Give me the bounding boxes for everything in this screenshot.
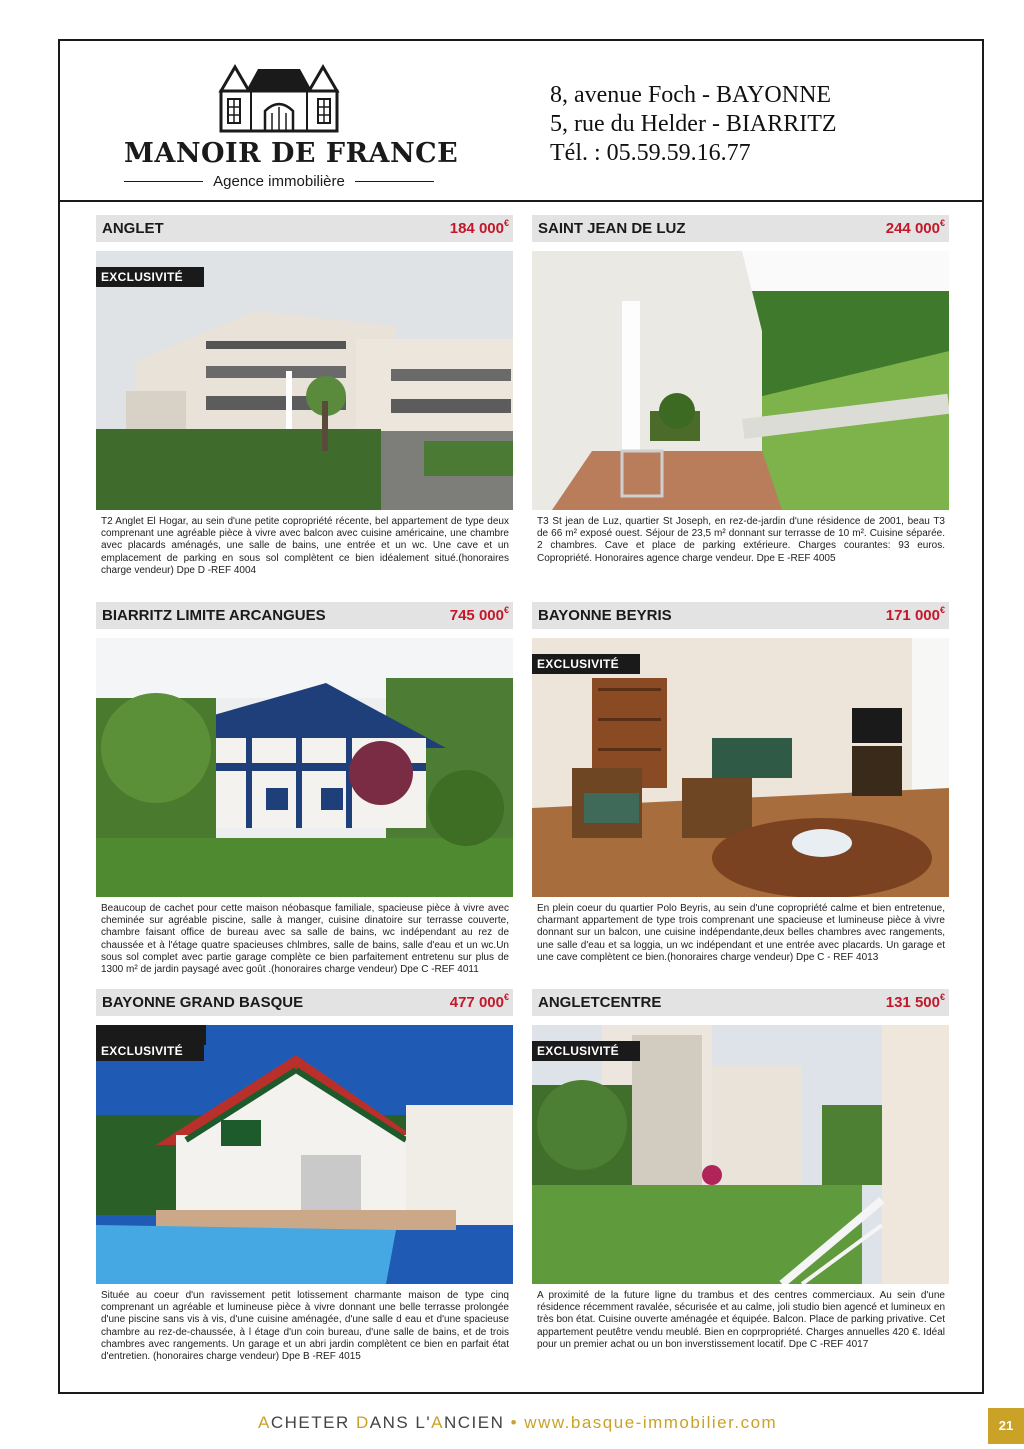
listing-description: A proximité de la future ligne du trambus et des centres commerciaux. Au sein d'une résidence récemment ravalée, sécurisée et au calme, joli studio bien agencé et lumineux en très bon état. Cuisine ouverte aménagée et équipée. Balcon. Place de parking privative. Cet appartement peutêtre vendu meublé. Bien en coprpropriété. Charges annuelles 420 €. Idéal pour un premier achat ou un bon inverstissement locatif. Dpe C -REF 4017 (537, 1290, 945, 1350)
house-with-pool-photo (96, 1025, 513, 1284)
address-biarritz: 5, rue du Helder - BIARRITZ (550, 111, 837, 137)
phone-number[interactable]: Tél. : 05.59.59.16.77 (550, 140, 751, 166)
apartment-building-photo (96, 251, 513, 510)
agency-subtitle-text: Agence immobilière (213, 172, 345, 190)
exclusivity-badge: EXCLUSIVITÉ (532, 654, 640, 674)
listing-description: Beaucoup de cachet pour cette maison néobasque familiale, spacieuse pièce à vivre avec cheminée sur agréable piscine, salle à manger, cuisine dinatoire sur terrasse couverte, chambre faisant office de bureau avec sa salle de bains, wc indépendant au rez de chaussée et à l'étage quatre spacieuses chlmbres, salle de bains, salle d'eau et un wc.Un sous sol complet avec partie garage complète ce bien parfaitement entretenu sur plus de 1300 m² de jardin paysagé avec goût .(honoraires charge vendeur) Dpe C -REF 4011 (101, 903, 509, 976)
listing-title-bar (532, 989, 949, 1016)
listing-price: 171 000€ (885, 605, 945, 624)
listing-photo[interactable] (532, 1025, 949, 1284)
address-bayonne: 8, avenue Foch - BAYONNE (550, 82, 832, 108)
listing-card-saint-jean-de-luz[interactable] (532, 215, 949, 585)
listing-photo[interactable] (96, 1025, 513, 1284)
exclusivity-badge: EXCLUSIVITÉ (96, 267, 204, 287)
page-frame (58, 39, 984, 1394)
page-number: 21 (988, 1408, 1024, 1444)
listing-photo[interactable] (532, 638, 949, 897)
listing-city: BIARRITZ LIMITE ARCANGUES (102, 607, 326, 624)
listing-title-bar (96, 989, 513, 1016)
page-footer (0, 1404, 1024, 1444)
listing-price: 184 000€ (449, 218, 509, 237)
footer-bullet: • (510, 1413, 519, 1432)
listing-title-bar (96, 215, 513, 242)
listing-title-bar (532, 602, 949, 629)
agency-header (60, 41, 982, 202)
listing-card-bayonne-grand-basque[interactable] (96, 989, 513, 1363)
listing-city: BAYONNE GRAND BASQUE (102, 994, 304, 1011)
listing-description: T3 St jean de Luz, quartier St Joseph, en rez-de-jardin d'une résidence de 2001, beau T3 de 66 m² exposé ouest. Séjour de 23,5 m² donnant sur terrasse de 10 m². Cuisine séparée. 2 chambres. Cave et place de parking extérieure. Charges courantes: 93 euros. Copropriété. Honoraires agence charge vendeur. Dpe E -REF 4005 (537, 516, 945, 564)
website-link[interactable]: www.basque-immobilier.com (518, 1413, 778, 1432)
exclusivity-badge: EXCLUSIVITÉ (532, 1041, 640, 1061)
agency-contact (550, 81, 970, 168)
listing-city: ANGLETCENTRE (538, 994, 662, 1011)
listing-description: Située au coeur d'un ravissement petit lotissement charmante maison de type cinq comprenant un agréable et lumineuse pièce à vivre donnant une belle terrasse prolongée d'une piscine sans vis à vis, d'une cuisine aménagée, d'une salle d eau et d'une spacieuse chambre au rez-de-chaussée, à l étage d'un coin bureau, d'une salle de bains, et de trois chambres avec rangements. Un garage et un abri jardin complètent ce bien en parfait état d'entretien. (honoraires charge vendeur) Dpe B -REF 4015 (101, 1290, 509, 1363)
listing-price: 745 000€ (449, 605, 509, 624)
basque-house-photo (96, 638, 513, 897)
listing-city: BAYONNE BEYRIS (538, 607, 672, 624)
listing-card-biarritz-limite-arcangues[interactable] (96, 602, 513, 976)
footer-slogan: ACHETER DANS L'ANCIEN • www.basque-immobilier.com (258, 1413, 778, 1432)
terrace-garden-photo (532, 251, 949, 510)
listing-description: T2 Anglet El Hogar, au sein d'une petite copropriété récente, bel appartement de type deux comprenant une agréable pièce à vivre avec balcon avec cuisine américaine, une chambre avec placards aménagés, une salle de bains, une entrée et un wc. Une cave et un emplacement de parking en sous sol complètent ce bien idéalement situé.(honoraires charge vendeur) Dpe D -REF 4004 (101, 516, 509, 576)
listing-card-anglet-centre[interactable] (532, 989, 949, 1359)
exclusivity-badge: EXCLUSIVITÉ (96, 1041, 204, 1061)
listing-title-bar (532, 215, 949, 242)
divider (124, 181, 203, 182)
listing-title-bar (96, 602, 513, 629)
listing-photo[interactable] (532, 251, 949, 510)
manor-logo-icon (218, 63, 340, 133)
listing-price: 477 000€ (449, 992, 509, 1011)
agency-subtitle (124, 171, 434, 191)
living-room-photo (532, 638, 949, 897)
listing-photo[interactable] (96, 251, 513, 510)
agency-name: MANOIR DE FRANCE (124, 138, 459, 169)
listing-card-bayonne-beyris[interactable] (532, 602, 949, 972)
divider (355, 181, 434, 182)
listing-price: 244 000€ (885, 218, 945, 237)
listing-price: 131 500€ (885, 992, 945, 1011)
listing-photo[interactable] (96, 638, 513, 897)
listing-city: SAINT JEAN DE LUZ (538, 220, 686, 237)
residence-towers-photo (532, 1025, 949, 1284)
listing-description: En plein coeur du quartier Polo Beyris, au sein d'une copropriété calme et bien entretenue, charmant appartement de type trois comprenant une spacieuse et lumineuse pièce à vivre donnant sur un balcon, une cuisine indépendante,deux belles chambres avec rangements, une salle d'eau et sa loggia, un wc indépendant et une entrée avec placards. Un garage et une cave complètent ce bien.(honoraires charge vendeur) Dpe C - REF 4013 (537, 903, 945, 963)
listing-card-anglet[interactable] (96, 215, 513, 585)
listing-city: ANGLET (102, 220, 164, 237)
